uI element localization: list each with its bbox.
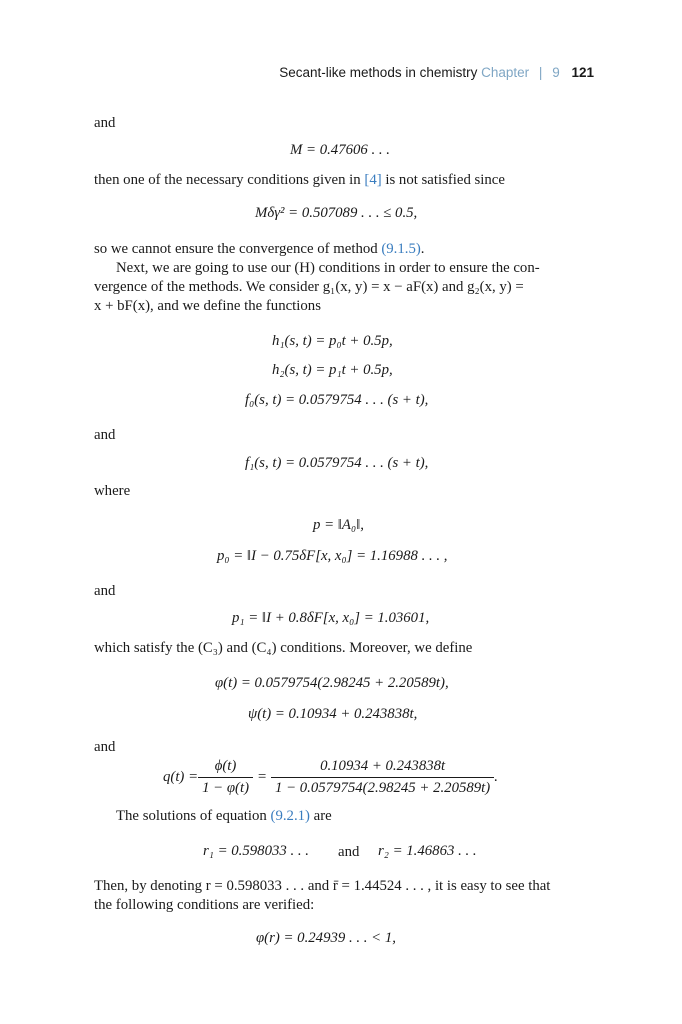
equation-link-9-1-5[interactable]: (9.1.5) bbox=[381, 241, 421, 257]
equation-q bbox=[163, 758, 498, 797]
text-and-1: and bbox=[94, 115, 116, 131]
equation-f0: f₀(s, t) = 0.0579754 . . . (s + t), bbox=[245, 392, 429, 408]
q-denominator-2: 1 − 0.0579754(2.98245 + 2.20589t) bbox=[275, 780, 491, 796]
solutions-are: are bbox=[309, 808, 332, 824]
page-number: 121 bbox=[571, 65, 594, 80]
paragraph-necessary-conditions bbox=[94, 171, 505, 190]
cannot-ensure-text: so we cannot ensure the convergence of method bbox=[94, 241, 382, 257]
equation-f1: f₁(s, t) = 0.0579754 . . . (s + t), bbox=[245, 455, 429, 471]
q-period: . bbox=[494, 769, 498, 785]
q-fraction-2 bbox=[271, 758, 494, 797]
equation-and: and bbox=[338, 844, 360, 860]
chapter-label: Chapter bbox=[481, 65, 530, 80]
paragraph-cannot-ensure bbox=[94, 240, 425, 259]
equation-r1: r₁ = 0.598033 . . . bbox=[203, 843, 309, 859]
paragraph-next-line-1: Next, we are going to use our (H) conditions in order to ensure the con- bbox=[116, 260, 540, 276]
q-fraction-1 bbox=[198, 758, 253, 797]
paragraph-solutions bbox=[116, 807, 332, 826]
text-and-4: and bbox=[94, 739, 116, 755]
text-and-3: and bbox=[94, 583, 116, 599]
equation-M: M = 0.47606 . . . bbox=[290, 142, 390, 158]
equation-p: p = ‖A₀‖, bbox=[313, 517, 364, 533]
equation-link-9-2-1[interactable]: (9.2.1) bbox=[270, 808, 310, 824]
running-header bbox=[279, 65, 594, 80]
header-separator: | bbox=[538, 65, 543, 80]
paragraph-satisfy-conditions: which satisfy the (C₃) and (C₄) conditions. Moreover, we define bbox=[94, 640, 473, 656]
solutions-text: The solutions of equation bbox=[116, 808, 271, 824]
equation-phi: φ(t) = 0.0579754(2.98245 + 2.20589t), bbox=[215, 675, 449, 691]
necessary-text-end: is not satisfied since bbox=[381, 172, 505, 188]
paragraph-next-line-3: x + bF(x), and we define the functions bbox=[94, 298, 321, 314]
q-numerator-1: ϕ(t) bbox=[198, 758, 253, 778]
q-lhs: q(t) = bbox=[163, 769, 199, 785]
equation-h2: h₂(s, t) = p₁t + 0.5p, bbox=[272, 362, 393, 378]
paragraph-next-line-2: vergence of the methods. We consider g₁(x, y) = x − aF(x) and g₂(x, y) = bbox=[94, 279, 524, 295]
equation-r2: r₂ = 1.46863 . . . bbox=[378, 843, 477, 859]
equation-p0: p₀ = ‖I − 0.75δF[x, x₀] = 1.16988 . . . , bbox=[217, 548, 448, 564]
text-where: where bbox=[94, 483, 131, 499]
chapter-number: 9 bbox=[552, 65, 560, 80]
text-and-2: and bbox=[94, 427, 116, 443]
q-denominator-1: 1 − φ(t) bbox=[202, 780, 249, 796]
equation-h1: h₁(s, t) = p₀t + 0.5p, bbox=[272, 333, 393, 349]
equation-Mdelta: Mδγ² = 0.507089 . . . ≤ 0.5, bbox=[255, 205, 418, 221]
reference-link-4[interactable]: [4] bbox=[364, 172, 382, 188]
equation-p1: p₁ = ‖I + 0.8δF[x, x₀] = 1.03601, bbox=[232, 610, 430, 626]
equation-phi-r: φ(r) = 0.24939 . . . < 1, bbox=[256, 930, 396, 946]
cannot-ensure-period: . bbox=[420, 241, 425, 257]
running-title: Secant-like methods in chemistry bbox=[279, 65, 478, 80]
paragraph-then-line-2: the following conditions are verified: bbox=[94, 897, 315, 913]
necessary-text-start: then one of the necessary conditions given in bbox=[94, 172, 365, 188]
paragraph-then-line-1: Then, by denoting r = 0.598033 . . . and r̄ = 1.44524 . . . , it is easy to see that bbox=[94, 878, 551, 894]
equation-psi: ψ(t) = 0.10934 + 0.243838t, bbox=[248, 706, 418, 722]
q-equals: = bbox=[257, 769, 267, 785]
q-numerator-2: 0.10934 + 0.243838t bbox=[271, 758, 494, 778]
